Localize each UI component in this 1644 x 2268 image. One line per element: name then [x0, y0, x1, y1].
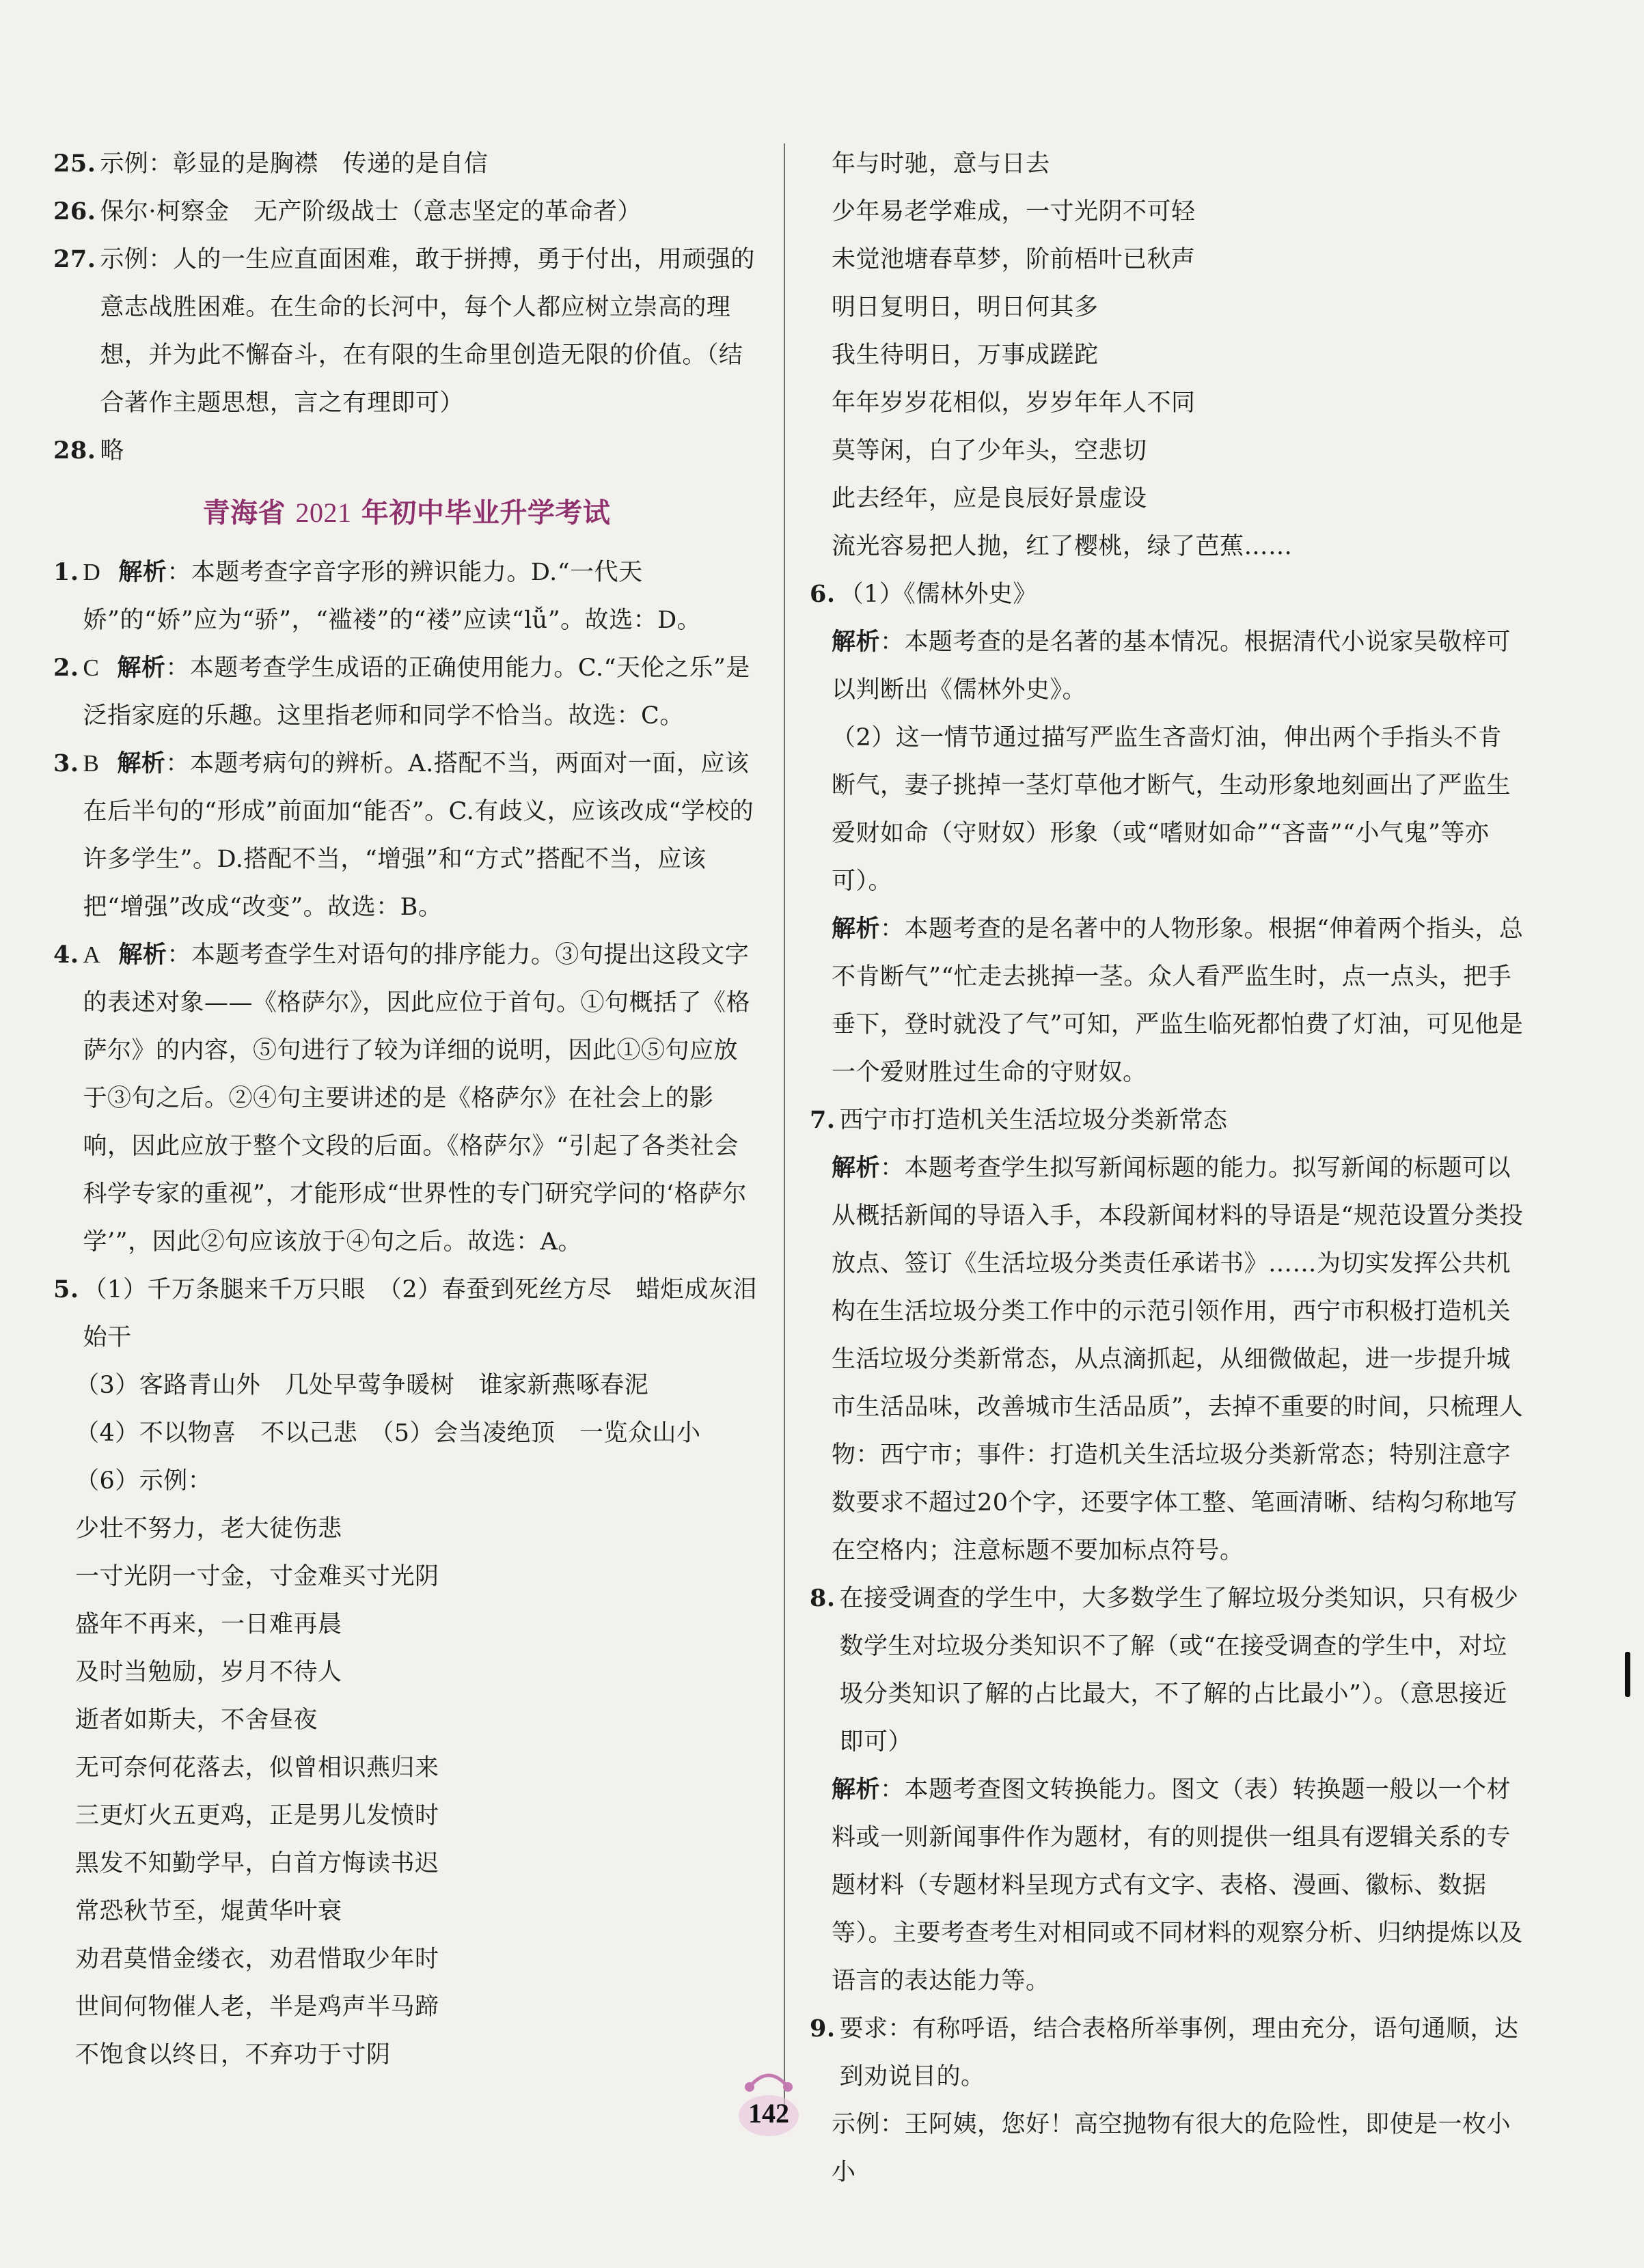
answer-text: （2）这一情节通过描写严监生吝啬灯油，伸出两个手指头不肯断气，妻子挑掉一茎灯草他才断气，生动形象地刻画出了严监生爱财如命（守财奴）形象（或“嗜财如命”“吝啬”“小气鬼”等亦可）。: [832, 724, 1511, 895]
item-text: [83, 644, 760, 740]
analysis-label: 解析: [832, 628, 881, 656]
answer-6-analysis-1: [810, 618, 1524, 714]
answer-item: [53, 740, 760, 931]
answer-item: [53, 236, 760, 427]
analysis-label: 解析: [832, 1775, 881, 1803]
answer-item-9: [810, 2005, 1524, 2101]
page-number-badge: [735, 2066, 803, 2142]
item-number: 5.: [53, 1275, 79, 1303]
poem-line: 莫等闲，白了少年头，空悲切: [832, 437, 1147, 465]
answer-item: [53, 931, 760, 1266]
analysis-label: 解析: [832, 915, 881, 943]
analysis-text: ：本题考查图文转换能力。图文（表）转换题一般以一个材料或一则新闻事件作为题材，有的则提供一组具有逻辑关系的专题材料（专题材料呈现方式有文字、表格、漫画、徽标、数据等）。主要考查考生对相同或不同材料的观察分析、归纳提炼以及语言的表达能力等。: [832, 1776, 1524, 1995]
page-number: 142: [748, 2097, 789, 2129]
answer-letter: B: [83, 750, 100, 777]
analysis-label: 解析: [117, 749, 166, 777]
poem-line: 此去经年，应是良辰好景虚设: [832, 485, 1147, 512]
item-text: 示例：人的一生应直面困难，敢于拼搏，勇于付出，用顽强的意志战胜困难。在生命的长河中，每个人都应树立崇高的理想，并为此不懈奋斗，在有限的生命里创造无限的价值。（结合著作主题思想，言之有理即可）: [100, 246, 755, 417]
poem-line: 不饱食以终日，不弃功于寸阴: [75, 2041, 391, 2069]
poem-line: 世间何物催人老，半是鸡声半马蹄: [75, 1993, 439, 2021]
analysis-text: ：本题考查学生对语句的排序能力。③句提出这段文字的表述对象——《格萨尔》，因此应位于首句。①句概括了《格萨尔》的内容，⑤句进行了较为详细的说明，因此①⑤句应放于③句之后。②④句主要讲述的是《格萨尔》在社会上的影响，因此应放于整个文段的后面。《格萨尔》“引起了各类社会科学专家的重视”，才能形成“世界性的专门研究学问的‘格萨尔学’”，因此②句应该放于④句之后。故选：A。: [83, 941, 751, 1256]
poem-line: 少年易老学难成，一寸光阴不可轻: [832, 198, 1196, 225]
section-title-prefix: 青海省: [202, 497, 296, 529]
item-text: [83, 931, 760, 1266]
item-text: （1）千万条腿来千万只眼 （2）春蚕到死丝方尽 蜡炬成灰泪始干: [83, 1276, 758, 1351]
item-number: 26.: [53, 197, 96, 225]
poem-line: 年年岁岁花相似，岁岁年年人不同: [832, 389, 1196, 417]
previous-answers: [53, 140, 760, 475]
item-text: 要求：有称呼语，结合表格所举事例，理由充分，语句通顺，达到劝说目的。: [839, 2015, 1519, 2090]
answer-item: [53, 549, 760, 644]
poem-line: 劝君莫惜金缕衣，劝君惜取少年时: [75, 1946, 439, 1973]
example-text: 示例：王阿姨，您好！高空抛物有很大的危险性，即使是一枚小小: [832, 2111, 1511, 2186]
analysis-label: 解析: [832, 1154, 881, 1182]
item-number: 2.: [53, 654, 79, 682]
analysis-text: ：本题考病句的辨析。A.搭配不当，两面对一面，应该在后半句的“形成”前面加“能否”。C.有歧义，应该改成“学校的许多学生”。D.搭配不当，“增强”和“方式”搭配不当，应该把“增强”改成“改变”。故选：B。: [83, 750, 754, 921]
poem-line: 逝者如斯夫，不舍昼夜: [75, 1706, 318, 1734]
answer-5-poems: [53, 1505, 760, 2079]
analysis-text: ：本题考查的是名著中的人物形象。根据“伸着两个指头，总不肯断气”“忙走去挑掉一茎。众人看严监生时，点一点头，把手垂下，登时就没了气”可知，严监生临死都怕费了灯油，可见他是一个爱财胜过生命的守财奴。: [832, 915, 1524, 1086]
section-title: [53, 486, 760, 540]
item-text: [83, 549, 760, 644]
item-text: 在接受调查的学生中，大多数学生了解垃圾分类知识，只有极少数学生对垃圾分类知识不了解（或“在接受调查的学生中，对垃圾分类知识了解的占比最大，不了解的占比最小”）。（意思接近即可）: [839, 1585, 1519, 1756]
choice-answers: [53, 549, 760, 1266]
analysis-label: 解析: [118, 941, 167, 969]
poem-line: 我生待明日，万事成蹉跎: [832, 342, 1099, 369]
answer-line: （4）不以物喜 不以己悲 （5）会当凌绝顶 一览众山小: [75, 1420, 701, 1447]
answer-5-poems-continued: [810, 140, 1524, 570]
answer-5-sublines: [53, 1361, 760, 1505]
answer-7-analysis: [810, 1144, 1524, 1575]
poem-line: 年与时驰，意与日去: [832, 150, 1050, 178]
poem-line: 明日复明日，明日何其多: [832, 294, 1099, 321]
poem-line: 未觉池塘春草梦，阶前梧叶已秋声: [832, 246, 1196, 273]
item-number: 25.: [53, 150, 96, 178]
answer-item-6: [810, 570, 1524, 618]
item-text: 略: [100, 437, 124, 465]
answer-letter: C: [83, 654, 100, 681]
item-number: 3.: [53, 749, 79, 777]
item-text: 示例：彰显的是胸襟 传递的是自信: [100, 150, 489, 178]
item-number: 28.: [53, 437, 96, 465]
answer-9-example: [810, 2101, 1524, 2196]
analysis-text: ：本题考查学生成语的正确使用能力。C.“天伦之乐”是泛指家庭的乐趣。这里指老师和同学不恰当。故选：C。: [83, 654, 750, 730]
item-number: 1.: [53, 558, 79, 586]
answer-item: [53, 427, 760, 475]
item-text: （1）《儒林外史》: [839, 581, 1037, 608]
answer-letter: A: [83, 941, 101, 968]
poem-line: 常恐秋节至，焜黄华叶衰: [75, 1898, 342, 1925]
poem-line: 黑发不知勤学早，白首方悔读书迟: [75, 1850, 439, 1877]
answer-item: [53, 140, 760, 188]
section-title-suffix: 年初中毕业升学考试: [351, 497, 611, 529]
poem-line: 及时当勉励，岁月不待人: [75, 1659, 342, 1686]
section-title-year: 2021: [295, 497, 352, 528]
left-column: [53, 140, 760, 2079]
poem-line: 一寸光阴一寸金，寸金难买寸光阴: [75, 1563, 439, 1590]
analysis-text: ：本题考查的是名著的基本情况。根据清代小说家吴敬梓可以判断出《儒林外史》。: [832, 628, 1511, 704]
item-number: 4.: [53, 941, 79, 969]
answer-item-8: [810, 1575, 1524, 1766]
item-number: 7.: [810, 1106, 836, 1134]
scan-edge-mark: [1625, 1652, 1630, 1697]
item-text: 保尔·柯察金 无产阶级战士（意志坚定的革命者）: [100, 198, 642, 225]
answer-line: （6）示例：: [75, 1467, 213, 1495]
item-number: 8.: [810, 1584, 836, 1612]
analysis-text: ：本题考查学生拟写新闻标题的能力。拟写新闻的标题可以从概括新闻的导语入手，本段新闻材料的导语是“规范设置分类投放点、签订《生活垃圾分类责任承诺书》……为切实发挥公共机构在生活垃圾分类工作中的示范引领作用，西宁市积极打造机关生活垃圾分类新常态，从点滴抓起，从细微做起，进一步提升城市生活品味，改善城市生活品质”，去掉不重要的时间，只梳理人物：西宁市；事件：打造机关生活垃圾分类新常态；特别注意字数要求不超过20个字，还要字体工整、笔画清晰、结构匀称地写在空格内；注意标题不要加标点符号。: [832, 1154, 1524, 1564]
right-column: [810, 140, 1524, 2196]
poem-line: 少壮不努力，老大徒伤悲: [75, 1515, 342, 1543]
poem-line: 无可奈何花落去，似曾相识燕归来: [75, 1754, 439, 1782]
item-text: [83, 740, 760, 931]
answer-item-5: [53, 1266, 760, 1361]
answer-item-7: [810, 1096, 1524, 1144]
item-number: 9.: [810, 2015, 836, 2043]
column-divider: [784, 143, 785, 2118]
analysis-label: 解析: [118, 558, 167, 586]
poem-line: 流光容易把人抛，红了樱桃，绿了芭蕉……: [832, 533, 1293, 560]
answer-item: [53, 188, 760, 236]
poem-line: 三更灯火五更鸡，正是男儿发愤时: [75, 1802, 439, 1829]
answer-6-part-2: [810, 714, 1524, 905]
answer-line: （3）客路青山外 几处早莺争暖树 谁家新燕啄春泥: [75, 1372, 649, 1399]
answer-6-analysis-2: [810, 905, 1524, 1096]
poem-line: 盛年不再来，一日难再晨: [75, 1611, 342, 1638]
answer-8-analysis: [810, 1766, 1524, 2005]
answer-item: [53, 644, 760, 740]
item-text: 西宁市打造机关生活垃圾分类新常态: [839, 1107, 1228, 1134]
item-number: 6.: [810, 580, 836, 608]
analysis-label: 解析: [117, 654, 166, 682]
analysis-text: ：本题考查字音字形的辨识能力。D.“一代天娇”的“娇”应为“骄”，“褴褛”的“褛”应读“lǚ”。故选：D。: [83, 559, 702, 634]
answer-letter: D: [83, 559, 101, 585]
item-number: 27.: [53, 245, 96, 273]
